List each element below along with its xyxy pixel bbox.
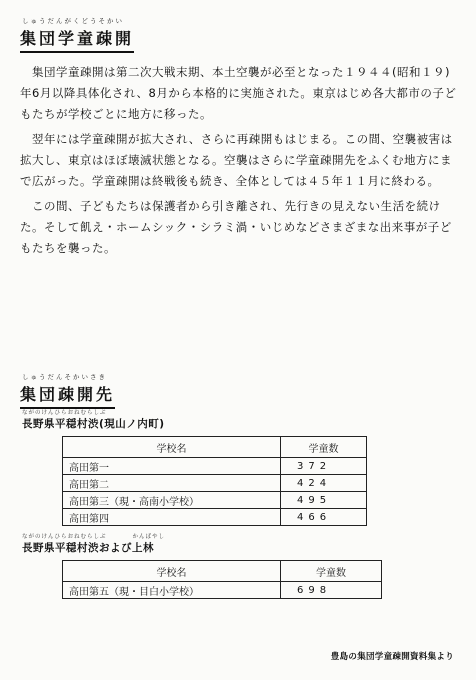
school-name: 高田第一 <box>63 458 281 475</box>
paragraph-3: この間、子どもたちは保護者から引き離され、先行きの見えない生活を続けた。そして飢え・ホームシック・シラミ渦・いじめなどさまざまな出来事が子どもたちを襲った。 <box>20 199 452 255</box>
school-name: 高田第五（現・目白小学校） <box>63 582 281 599</box>
section2-ruby: しゅうだんそかいさき <box>22 373 107 381</box>
paragraph-2: 翌年には学童疎開が拡大され、さらに再疎開もはじまる。この間、空襲被害は拡大し、東京はほぼ壊滅状態となる。空襲はさらに学童疎開先をふくむ地方にまで広がった。学童疎開は終戦後も続き、全体としては４５年１１月に終わる。 <box>20 132 453 188</box>
section1-body <box>20 62 460 259</box>
schools-table-1 <box>62 436 367 526</box>
header-count: 学童数 <box>281 561 382 582</box>
location-1-ruby: ながのけんひらおねむらしぶ <box>22 410 107 416</box>
paragraph-1: 集団学童疎開は第二次大戦末期、本土空襲が必至となった１９４４(昭和１９)年6月以降具体化され、8月から本格的に実施された。東京はじめ各大都市の子どもたちが学校ごとに地方に移った。 <box>20 65 457 121</box>
table-header-row <box>63 561 382 582</box>
header-school: 学校名 <box>63 437 281 458</box>
student-count: 698 <box>281 582 382 599</box>
header-count: 学童数 <box>281 437 367 458</box>
location-2-ruby: ながのけんひらおねむらしぶ かんばやし <box>22 534 166 540</box>
student-count: 372 <box>281 458 367 475</box>
table-row <box>63 509 367 526</box>
source-note: 豊島の集団学童疎開資料集より <box>330 652 454 662</box>
student-count: 466 <box>281 509 367 526</box>
header-school: 学校名 <box>63 561 281 582</box>
table-row <box>63 458 367 475</box>
student-count: 424 <box>281 475 367 492</box>
table-row <box>63 475 367 492</box>
school-name: 高田第二 <box>63 475 281 492</box>
school-name: 高田第四 <box>63 509 281 526</box>
table-header-row <box>63 437 367 458</box>
table-row <box>63 582 382 599</box>
schools-table-2 <box>62 560 382 599</box>
section1-ruby: しゅうだんがくどうそかい <box>22 17 124 25</box>
section2-title: 集団疎開先 <box>20 382 115 409</box>
student-count: 495 <box>281 492 367 509</box>
location-1: 長野県平穏村渋(現山ノ内町) <box>22 418 165 430</box>
location-2: 長野県平穏村渋および上林 <box>22 542 154 554</box>
section1-title: 集団学童疎開 <box>20 26 134 53</box>
table-row <box>63 492 367 509</box>
school-name: 高田第三（現・高南小学校） <box>63 492 281 509</box>
